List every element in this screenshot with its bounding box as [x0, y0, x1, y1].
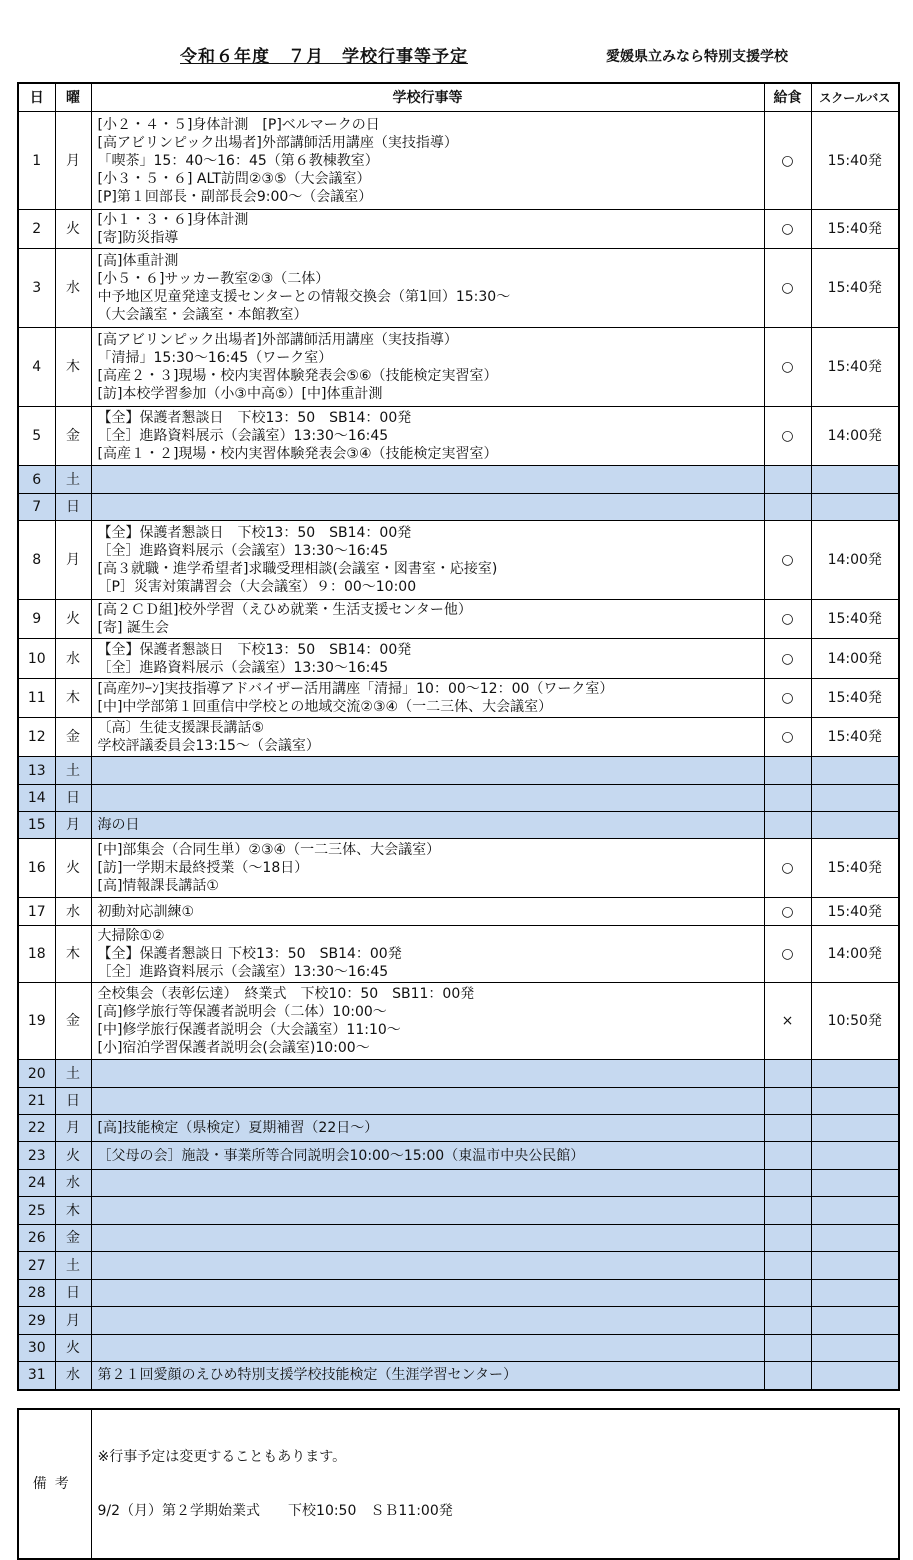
- event-line: [寄]防災指導: [97, 230, 179, 246]
- schedule-table: [17, 82, 900, 1391]
- day-cell: 30: [18, 1335, 55, 1362]
- lunch-cell: [764, 757, 811, 785]
- table-row: [18, 1362, 899, 1390]
- event-line: [小５・６]サッカー教室②③（二体）: [97, 271, 330, 287]
- bus-cell: [811, 1280, 899, 1307]
- lunch-cell: ×: [764, 983, 811, 1060]
- event-line: [高アビリンピック出場者]外部講師活用講座（実技指導）: [97, 332, 458, 348]
- header-row: [18, 83, 899, 112]
- day-cell: 11: [18, 679, 55, 718]
- event-line: [高３就職・進学希望者]求職受理相談(会議室・図書室・応接室): [97, 561, 498, 577]
- weekday-cell: 土: [55, 1060, 91, 1088]
- events-cell: [91, 521, 764, 600]
- bus-cell: 14:00発: [811, 926, 899, 983]
- event-line: [中]部集会（合同生単）②③④（一二三体、大会議室）: [97, 842, 441, 858]
- event-line: [高産ｸﾘｰﾝ]実技指導アドバイザー活用講座「清掃」10：00～12：00（ワーク室）: [97, 681, 614, 697]
- weekday-cell: 金: [55, 407, 91, 466]
- bus-cell: [811, 466, 899, 494]
- notes-table: [17, 1408, 900, 1560]
- bus-cell: [811, 1362, 899, 1390]
- day-cell: 18: [18, 926, 55, 983]
- weekday-cell: 水: [55, 1362, 91, 1390]
- events-cell: [91, 1225, 764, 1252]
- table-row: [18, 926, 899, 983]
- day-cell: 26: [18, 1225, 55, 1252]
- day-cell: 6: [18, 466, 55, 494]
- table-row: [18, 466, 899, 494]
- lunch-cell: [764, 1307, 811, 1335]
- table-row: [18, 249, 899, 328]
- lunch-cell: [764, 466, 811, 494]
- event-line: [高]修学旅行等保護者説明会（二体）10:00～: [97, 1004, 387, 1020]
- event-line: ［全］進路資料展示（会議室）13:30～16:45: [97, 543, 389, 559]
- event-line: 学校評議委員会13:15～（会議室）: [97, 738, 320, 754]
- event-line: 初動対応訓練①: [97, 903, 195, 920]
- table-row: [18, 1060, 899, 1088]
- lunch-cell: ○: [764, 112, 811, 210]
- lunch-cell: [764, 494, 811, 521]
- event-line: [寄] 誕生会: [97, 620, 169, 636]
- col-header-weekday: 曜: [55, 83, 91, 112]
- table-row: [18, 785, 899, 812]
- bus-cell: [811, 785, 899, 812]
- event-line: 中予地区児童発達支援センターとの情報交換会（第1回）15:30～: [97, 289, 511, 305]
- lunch-cell: ○: [764, 898, 811, 926]
- page-title: 令和６年度 ７月 学校行事等予定: [180, 47, 468, 67]
- weekday-cell: 土: [55, 757, 91, 785]
- day-cell: 4: [18, 328, 55, 407]
- weekday-cell: 火: [55, 600, 91, 639]
- lunch-cell: [764, 1280, 811, 1307]
- weekday-cell: 水: [55, 898, 91, 926]
- events-cell: [91, 926, 764, 983]
- table-row: [18, 1197, 899, 1225]
- notes-line: ※行事予定は変更することもあります。: [97, 1449, 347, 1465]
- page-header: [0, 40, 913, 70]
- events-cell: [91, 679, 764, 718]
- day-cell: 25: [18, 1197, 55, 1225]
- table-row: [18, 1280, 899, 1307]
- table-row: [18, 757, 899, 785]
- table-row: [18, 328, 899, 407]
- weekday-cell: 木: [55, 679, 91, 718]
- table-row: [18, 839, 899, 898]
- lunch-cell: ○: [764, 521, 811, 600]
- events-cell: [91, 494, 764, 521]
- col-header-bus: スクールバス: [811, 83, 899, 112]
- events-cell: [91, 1142, 764, 1170]
- event-line: [高]情報課長講話①: [97, 878, 219, 894]
- lunch-cell: [764, 1225, 811, 1252]
- events-cell: [91, 785, 764, 812]
- lunch-cell: ○: [764, 210, 811, 249]
- events-cell: [91, 757, 764, 785]
- table-row: [18, 112, 899, 210]
- lunch-cell: [764, 1142, 811, 1170]
- event-line: 第２１回愛顔のえひめ特別支援学校技能検定（生涯学習センター）: [97, 1367, 517, 1384]
- event-line: ［全］進路資料展示（会議室）13:30～16:45: [97, 964, 389, 980]
- lunch-cell: [764, 1252, 811, 1280]
- bus-cell: 15:40発: [811, 679, 899, 718]
- weekday-cell: 金: [55, 718, 91, 757]
- school-name: 愛媛県立みなら特別支援学校: [606, 49, 788, 65]
- bus-cell: [811, 1335, 899, 1362]
- event-line: ［P］災害対策講習会（大会議室）９：00～10:00: [97, 579, 417, 595]
- table-row: [18, 679, 899, 718]
- day-cell: 17: [18, 898, 55, 926]
- events-cell: [91, 1197, 764, 1225]
- table-row: [18, 1142, 899, 1170]
- day-cell: 7: [18, 494, 55, 521]
- bus-cell: [811, 1142, 899, 1170]
- table-row: [18, 1115, 899, 1142]
- lunch-cell: [764, 812, 811, 839]
- table-row: [18, 983, 899, 1060]
- lunch-cell: ○: [764, 407, 811, 466]
- table-row: [18, 521, 899, 600]
- weekday-cell: 土: [55, 466, 91, 494]
- bus-cell: [811, 1197, 899, 1225]
- event-line: [高産２・３]現場・校内実習体験発表会⑤⑥（技能検定実習室）: [97, 368, 498, 384]
- weekday-cell: 月: [55, 112, 91, 210]
- bus-cell: [811, 1252, 899, 1280]
- lunch-cell: ○: [764, 926, 811, 983]
- events-cell: [91, 407, 764, 466]
- event-line: [小１・３・６]身体計測: [97, 212, 249, 228]
- bus-cell: 15:40発: [811, 210, 899, 249]
- event-line: [訪]本校学習参加（小③中高⑤）[中]体重計測: [97, 386, 383, 402]
- day-cell: 3: [18, 249, 55, 328]
- events-cell: [91, 210, 764, 249]
- day-cell: 31: [18, 1362, 55, 1390]
- bus-cell: 15:40発: [811, 898, 899, 926]
- lunch-cell: [764, 1170, 811, 1197]
- events-cell: [91, 328, 764, 407]
- bus-cell: 15:40発: [811, 718, 899, 757]
- event-line: [P]第１回部長・副部長会9:00～（会議室）: [97, 188, 373, 205]
- event-line: [高]体重計測: [97, 253, 179, 269]
- table-row: [18, 1252, 899, 1280]
- col-header-lunch: 給食: [764, 83, 811, 112]
- day-cell: 15: [18, 812, 55, 839]
- weekday-cell: 水: [55, 249, 91, 328]
- bus-cell: 14:00発: [811, 407, 899, 466]
- weekday-cell: 月: [55, 1115, 91, 1142]
- table-row: [18, 1170, 899, 1197]
- day-cell: 21: [18, 1088, 55, 1115]
- day-cell: 12: [18, 718, 55, 757]
- weekday-cell: 日: [55, 494, 91, 521]
- bus-cell: 15:40発: [811, 328, 899, 407]
- weekday-cell: 火: [55, 839, 91, 898]
- event-line: [訪]一学期末最終授業（～18日）: [97, 860, 309, 876]
- bus-cell: [811, 1225, 899, 1252]
- events-cell: [91, 1115, 764, 1142]
- event-line: 全校集会（表彰伝達） 終業式 下校10：50 SB11：00発: [97, 986, 475, 1002]
- event-line: [小２・４・５]身体計測 [P]ベルマークの日: [97, 116, 380, 133]
- day-cell: 5: [18, 407, 55, 466]
- weekday-cell: 木: [55, 328, 91, 407]
- event-line: ［全］進路資料展示（会議室）13:30～16:45: [97, 428, 389, 444]
- weekday-cell: 火: [55, 210, 91, 249]
- event-line: [高２ＣＤ組]校外学習（えひめ就業・生活支援センター他）: [97, 602, 472, 618]
- table-row: [18, 1335, 899, 1362]
- bus-cell: 15:40発: [811, 600, 899, 639]
- weekday-cell: 木: [55, 926, 91, 983]
- day-cell: 13: [18, 757, 55, 785]
- weekday-cell: 火: [55, 1142, 91, 1170]
- events-cell: [91, 1060, 764, 1088]
- events-cell: [91, 1335, 764, 1362]
- notes-content: [91, 1409, 899, 1559]
- table-row: [18, 1225, 899, 1252]
- events-cell: [91, 249, 764, 328]
- event-line: [中]中学部第１回重信中学校との地域交流②③④（一二三体、大会議室）: [97, 699, 553, 715]
- events-cell: [91, 812, 764, 839]
- event-line: [中]修学旅行保護者説明会（大会議室）11:10～: [97, 1022, 401, 1038]
- table-row: [18, 718, 899, 757]
- lunch-cell: [764, 1115, 811, 1142]
- events-cell: [91, 718, 764, 757]
- table-row: [18, 639, 899, 679]
- bus-cell: 15:40発: [811, 249, 899, 328]
- lunch-cell: [764, 1335, 811, 1362]
- day-cell: 9: [18, 600, 55, 639]
- bus-cell: 10:50発: [811, 983, 899, 1060]
- table-row: [18, 812, 899, 839]
- notes-row: [18, 1409, 899, 1559]
- lunch-cell: [764, 1197, 811, 1225]
- event-line: ［全］進路資料展示（会議室）13:30～16:45: [97, 659, 389, 676]
- table-row: [18, 600, 899, 639]
- event-line: 〔高〕生徒支援課長講話⑤: [97, 720, 265, 736]
- events-cell: [91, 600, 764, 639]
- day-cell: 28: [18, 1280, 55, 1307]
- lunch-cell: [764, 1362, 811, 1390]
- table-row: [18, 210, 899, 249]
- table-row: [18, 1307, 899, 1335]
- day-cell: 23: [18, 1142, 55, 1170]
- events-cell: [91, 639, 764, 679]
- events-cell: [91, 1170, 764, 1197]
- lunch-cell: [764, 785, 811, 812]
- events-cell: [91, 839, 764, 898]
- weekday-cell: 月: [55, 521, 91, 600]
- weekday-cell: 日: [55, 785, 91, 812]
- notes-label: 備考: [18, 1409, 91, 1559]
- day-cell: 20: [18, 1060, 55, 1088]
- day-cell: 14: [18, 785, 55, 812]
- weekday-cell: 月: [55, 812, 91, 839]
- events-cell: [91, 1088, 764, 1115]
- day-cell: 8: [18, 521, 55, 600]
- table-row: [18, 898, 899, 926]
- bus-cell: 15:40発: [811, 112, 899, 210]
- day-cell: 19: [18, 983, 55, 1060]
- bus-cell: 14:00発: [811, 521, 899, 600]
- events-cell: [91, 466, 764, 494]
- table-row: [18, 407, 899, 466]
- day-cell: 22: [18, 1115, 55, 1142]
- day-cell: 10: [18, 639, 55, 679]
- table-row: [18, 1088, 899, 1115]
- bus-cell: [811, 1115, 899, 1142]
- bus-cell: [811, 757, 899, 785]
- day-cell: 29: [18, 1307, 55, 1335]
- weekday-cell: 火: [55, 1335, 91, 1362]
- event-line: [高産１・２]現場・校内実習体験発表会③④（技能検定実習室）: [97, 446, 498, 462]
- weekday-cell: 木: [55, 1197, 91, 1225]
- event-line: [高アビリンピック出場者]外部講師活用講座（実技指導）: [97, 134, 458, 151]
- bus-cell: [811, 1170, 899, 1197]
- events-cell: [91, 1280, 764, 1307]
- event-line: ［父母の会］施設・事業所等合同説明会10:00～15:00（東温市中央公民館）: [97, 1147, 585, 1164]
- event-line: 「清掃」15:30～16:45（ワーク室）: [97, 350, 333, 366]
- bus-cell: [811, 1307, 899, 1335]
- event-line: 大掃除①②: [97, 928, 165, 944]
- events-cell: [91, 1252, 764, 1280]
- weekday-cell: 月: [55, 1307, 91, 1335]
- event-line: （大会議室・会議室・本館教室）: [97, 307, 308, 323]
- bus-cell: [811, 1060, 899, 1088]
- bus-cell: 14:00発: [811, 639, 899, 679]
- bus-cell: [811, 1088, 899, 1115]
- bus-cell: [811, 812, 899, 839]
- day-cell: 2: [18, 210, 55, 249]
- notes-line: 9/2（月）第２学期始業式 下校10:50 ＳＢ11:00発: [97, 1503, 453, 1519]
- table-row: [18, 494, 899, 521]
- lunch-cell: ○: [764, 679, 811, 718]
- event-line: 【全】保護者懇談日 下校13：50 SB14：00発: [97, 641, 412, 658]
- lunch-cell: [764, 1060, 811, 1088]
- event-line: [小]宿泊学習保護者説明会(会議室)10:00～: [97, 1040, 370, 1056]
- lunch-cell: [764, 1088, 811, 1115]
- weekday-cell: 日: [55, 1088, 91, 1115]
- lunch-cell: ○: [764, 718, 811, 757]
- lunch-cell: ○: [764, 639, 811, 679]
- event-line: 【全】保護者懇談日 下校13：50 SB14：00発: [97, 525, 412, 541]
- weekday-cell: 金: [55, 983, 91, 1060]
- event-line: [高]技能検定（県検定）夏期補習（22日～）: [97, 1120, 379, 1136]
- weekday-cell: 水: [55, 639, 91, 679]
- events-cell: [91, 983, 764, 1060]
- event-line: [小３・５・６] ALT訪問②③⑤（大会議室）: [97, 170, 371, 187]
- bus-cell: 15:40発: [811, 839, 899, 898]
- events-cell: [91, 112, 764, 210]
- day-cell: 24: [18, 1170, 55, 1197]
- weekday-cell: 金: [55, 1225, 91, 1252]
- lunch-cell: ○: [764, 328, 811, 407]
- event-line: 海の日: [97, 817, 140, 833]
- event-line: 「喫茶」15：40～16：45（第６教棟教室）: [97, 152, 379, 169]
- lunch-cell: ○: [764, 249, 811, 328]
- day-cell: 16: [18, 839, 55, 898]
- day-cell: 1: [18, 112, 55, 210]
- col-header-events: 学校行事等: [91, 83, 764, 112]
- lunch-cell: ○: [764, 839, 811, 898]
- lunch-cell: ○: [764, 600, 811, 639]
- events-cell: [91, 898, 764, 926]
- weekday-cell: 日: [55, 1280, 91, 1307]
- day-cell: 27: [18, 1252, 55, 1280]
- events-cell: [91, 1362, 764, 1390]
- weekday-cell: 土: [55, 1252, 91, 1280]
- events-cell: [91, 1307, 764, 1335]
- event-line: 【全】保護者懇談日 下校13：50 SB14：00発: [97, 410, 412, 426]
- weekday-cell: 水: [55, 1170, 91, 1197]
- schedule-rows: [18, 112, 899, 1390]
- event-line: 【全】保護者懇談日 下校13：50 SB14：00発: [97, 946, 402, 962]
- col-header-day: 日: [18, 83, 55, 112]
- bus-cell: [811, 494, 899, 521]
